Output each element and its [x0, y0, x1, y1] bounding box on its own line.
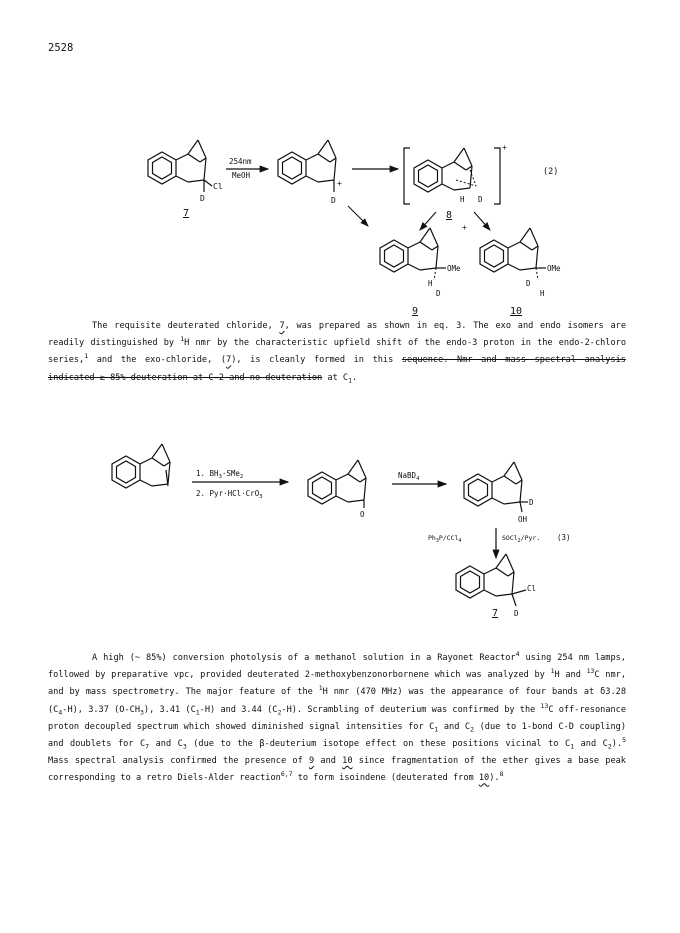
reagent-step-2: 2. Pyr·HCl·CrO$_3$ — [196, 489, 263, 500]
alcohol-structure — [464, 462, 534, 524]
compound-7-product-structure — [456, 554, 536, 619]
reaction-arrow-8-to-10 — [474, 212, 490, 230]
scheme-eq3 — [0, 440, 680, 640]
page-number: 2528 — [48, 42, 74, 54]
svg-text:D: D — [331, 196, 336, 205]
svg-text:OH: OH — [518, 515, 528, 524]
benzonorbornadiene-structure — [112, 444, 170, 488]
compound-label-8: 8 — [446, 210, 453, 221]
cation-intermediate-structure — [278, 140, 342, 205]
svg-text:OMe: OMe — [447, 264, 461, 273]
compound-9-structure — [380, 223, 467, 317]
reaction-arrow-8-to-9 — [420, 212, 436, 230]
equation-number-2: (2) — [543, 167, 559, 177]
svg-text:OMe: OMe — [547, 264, 561, 273]
svg-text:+: + — [337, 179, 342, 188]
compound-8-structure — [404, 143, 507, 221]
compound-label-10: 10 — [510, 306, 523, 317]
reagent-solvent: MeOH — [232, 171, 251, 180]
compound-label-9: 9 — [412, 306, 419, 317]
reagent-wavelength: 254nm — [229, 157, 252, 166]
chloro-label: Cl — [213, 182, 223, 191]
svg-text:D: D — [436, 289, 441, 298]
svg-text:D: D — [478, 195, 483, 204]
deuterium-label: D — [200, 194, 205, 203]
reagent-socl2-pyr: SOCl$_2$/Pyr. — [502, 534, 541, 544]
svg-text:H: H — [460, 195, 465, 204]
svg-text:+: + — [502, 143, 507, 152]
reagent-nabd4: NaBD$_4$ — [398, 471, 420, 482]
svg-text:H: H — [540, 289, 545, 298]
svg-text:O: O — [360, 510, 365, 519]
reaction-arrow-to-9 — [348, 206, 368, 226]
svg-text:D: D — [526, 279, 531, 288]
reagent-step-1: 1. $BH_3\cdot SMe_2$ — [196, 469, 244, 480]
svg-text:H: H — [428, 279, 433, 288]
paragraph-photolysis: A high (~ 85%) conversion photolysis of a methanol solution in a Rayonet Reactor$^4$ using 254 nm lamps, followed by preparative vpc, provided deuterated 2-methoxybenzonorbornene which was analyzed by $^1$H and $^{13}$C nmr, and by mass spectrometry. The major feature of the $^1$H nmr (470 MHz) was the appearance of four bands at δ3.28 $(C_4-H)$, 3.37 $(O-CH_3)$, 3.41 $(C_1-H)$ and 3.44 $(C_2-H)$. Scrambling of deuterium was confirmed by the $^{13}$C off-resonance proton decoupled spectrum which showed diminished signal intensities for $C_1$ and $C_2$ (due to 1-bond C-D coupling) and doublets for $C_7$ and $C_3$ (due to the β-deuterium isotope effect on these positions vicinal to $C_1$ and $C_2).^5$ Mass spectral analysis confirmed the presence of 9 and 10 since fragmentation of the ether gives a base peak corresponding to a retro Diels-Alder reaction$^{6,7}$ to form isoindene (deuterated from 10).$^8$ — [48, 650, 627, 784]
reagent-ph3p-ccl4: $Ph_3P/CCl_4$ — [428, 534, 462, 544]
svg-text:D: D — [514, 609, 519, 618]
svg-text:D: D — [529, 498, 534, 507]
compound-7-structure — [148, 140, 223, 219]
compound-label-7: 7 — [183, 208, 190, 219]
svg-text:+: + — [462, 223, 467, 232]
compound-label-7-eq3: 7 — [492, 608, 499, 619]
compound-10-structure — [480, 228, 561, 317]
paragraph-synthesis: The requisite deuterated chloride, 7, was prepared as shown in eq. 3. The exo and endo isomers are readily distinguished by $^1$H nmr by the characteristic upfield shift of the endo-3 proton in the endo-2-chloro series,$^1$ and the exo-chloride, (7), is cleanly formed in this sequence. Nmr and mass spectral analysis indicated ≥ 85% deuteration at C-2 and no deuteration at $C_1$. — [48, 321, 627, 385]
ketone-structure — [308, 460, 366, 519]
svg-text:Cl: Cl — [527, 584, 537, 593]
equation-number-3: (3) — [557, 533, 571, 542]
